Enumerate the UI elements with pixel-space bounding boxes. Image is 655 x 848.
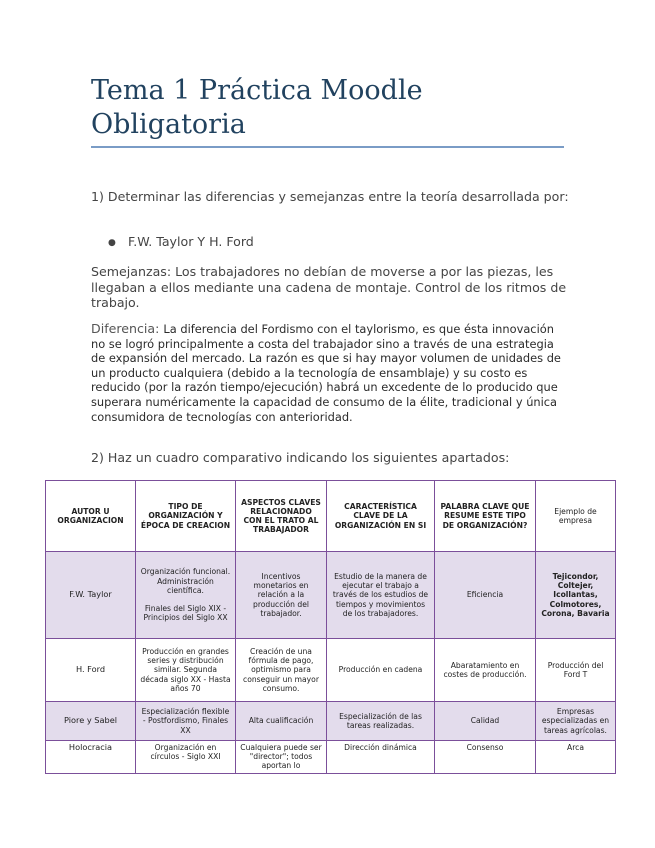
header-ejemplo: Ejemplo de empresa	[536, 481, 616, 552]
table-row	[46, 702, 616, 741]
comparison-table	[45, 480, 616, 774]
cell-aspectos-text: Cualquiera puede ser "director"; todos aportan lo	[240, 743, 322, 771]
cell-tipo: Especialización flexible - Postfordismo, Finales XX	[136, 702, 236, 741]
cell-palabra: Consenso	[435, 741, 536, 774]
bullet-list-item	[108, 234, 254, 252]
title-underline	[91, 146, 564, 148]
bullet-icon: ●	[108, 238, 116, 248]
cell-ejemplo: Producción del Ford T	[536, 639, 616, 702]
diferencia-text: La diferencia del Fordismo con el taylorismo, es que ésta innovación no se logró principalmente a costa del trabajador sino a través de una estrategia de expansión del mercado. La razón es que si hay mayor volumen de unidades de un producto cualquiera (debido a la tecnología de ensamblaje) y su costo es reducido (por la razón tiempo/ejecución) habrá un excedente de lo producido que superara numéricamente la capacidad de consumo de la élite, tradicional y única consumidora de tecnologías con anterioridad.	[91, 322, 561, 424]
document-title: Tema 1 Práctica Moodle Obligatoria	[91, 75, 423, 140]
cell-caracteristica: Producción en cadena	[327, 639, 435, 702]
cell-ejemplo: Arca	[536, 741, 616, 774]
cell-autor: H. Ford	[46, 639, 136, 702]
cell-tipo: Organización en círculos - Siglo XXI	[136, 741, 236, 774]
cell-palabra: Calidad	[435, 702, 536, 741]
header-palabra: PALABRA CLAVE QUE RESUME ESTE TIPO DE ORGANIZACIÓN?	[435, 481, 536, 552]
cell-aspectos	[236, 741, 327, 774]
cell-aspectos: Incentivos monetarios en relación a la producción del trabajador.	[236, 552, 327, 639]
header-caracteristica: CARACTERÍSTICA CLAVE DE LA ORGANIZACIÓN EN SI	[327, 481, 435, 552]
table-row	[46, 552, 616, 639]
header-autor: AUTOR U ORGANIZACION	[46, 481, 136, 552]
header-tipo: TIPO DE ORGANIZACIÓN Y ÉPOCA DE CREACION	[136, 481, 236, 552]
cell-caracteristica: Dirección dinámica	[327, 741, 435, 774]
table-row	[46, 639, 616, 702]
cell-autor: Holocracia	[46, 741, 136, 774]
cell-caracteristica: Estudio de la manera de ejecutar el trabajo a través de los estudios de tiempos y movimientos de los trabajadores.	[327, 552, 435, 639]
cell-aspectos: Alta cualificación	[236, 702, 327, 741]
table-row	[46, 741, 616, 774]
question-2: 2) Haz un cuadro comparativo indicando los siguientes apartados:	[91, 450, 510, 465]
cell-aspectos: Creación de una fórmula de pago, optimismo para conseguir un mayor consumo.	[236, 639, 327, 702]
semejanzas-paragraph: Semejanzas: Los trabajadores no debían de moverse a por las piezas, les llegaban a ellos mediante una cadena de montaje. Control de los ritmos de trabajo.	[91, 264, 567, 310]
table-header-row	[46, 481, 616, 552]
question-1: 1) Determinar las diferencias y semejanzas entre la teoría desarrollada por:	[91, 189, 569, 204]
cell-tipo: Organización funcional. Administración científica. Finales del Siglo XIX - Principios del Siglo XX	[136, 552, 236, 639]
cell-tipo: Producción en grandes series y distribución similar. Segunda década siglo XX - Hasta años 70	[136, 639, 236, 702]
cell-autor: Piore y Sabel	[46, 702, 136, 741]
cell-caracteristica: Especialización de las tareas realizadas.	[327, 702, 435, 741]
bullet-text: F.W. Taylor Y H. Ford	[128, 234, 254, 249]
diferencia-paragraph	[91, 322, 566, 424]
cell-palabra: Abaratamiento en costes de producción.	[435, 639, 536, 702]
cell-autor: F.W. Taylor	[46, 552, 136, 639]
header-aspectos: ASPECTOS CLAVES RELACIONADO CON EL TRATO AL TRABAJADOR	[236, 481, 327, 552]
cell-palabra: Eficiencia	[435, 552, 536, 639]
cell-ejemplo: Empresas especializadas en tareas agrícolas.	[536, 702, 616, 741]
diferencia-label: Diferencia:	[91, 321, 164, 336]
cell-ejemplo: Tejicondor, Coltejer, Icollantas, Colmotores, Corona, Bavaria	[536, 552, 616, 639]
